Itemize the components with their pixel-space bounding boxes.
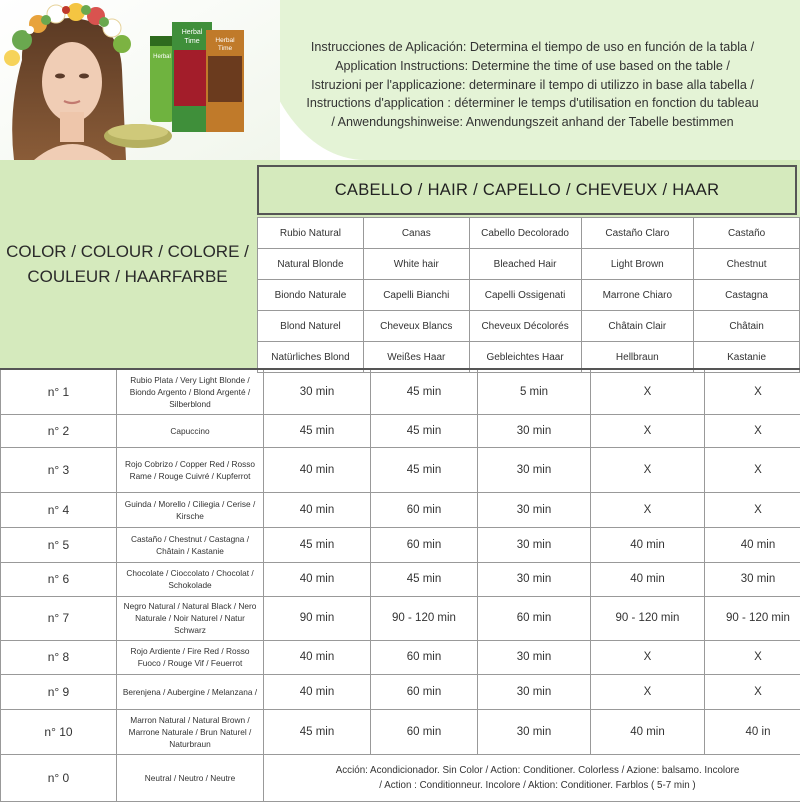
time-value: 30 min bbox=[478, 562, 591, 596]
neutral-action-line: Acción: Acondicionador. Sin Color / Action: Conditioner. Colorless / Azione: balsamo. Incolore bbox=[264, 763, 800, 778]
hair-type-cell: Castaño Claro bbox=[581, 218, 694, 249]
time-value: 30 min bbox=[705, 562, 800, 596]
time-value: 30 min bbox=[478, 709, 591, 754]
time-value: X bbox=[591, 674, 705, 709]
color-number: n° 0 bbox=[1, 754, 117, 801]
hair-type-cell: Blond Naturel bbox=[258, 311, 364, 342]
color-name: Guinda / Morello / Ciliegia / Cerise / Kirsche bbox=[117, 492, 264, 527]
time-value: X bbox=[591, 447, 705, 492]
color-number: n° 5 bbox=[1, 527, 117, 562]
hair-type-cell: Cheveux Blancs bbox=[363, 311, 469, 342]
time-value: X bbox=[705, 640, 800, 674]
product-photo bbox=[0, 0, 280, 160]
time-value: 40 min bbox=[591, 562, 705, 596]
time-value: 40 min bbox=[591, 709, 705, 754]
time-value: 40 in bbox=[705, 709, 800, 754]
instruction-line: Istruzioni per l'applicazione: determinare il tempo di utilizzo in base alla tabella / bbox=[270, 76, 795, 95]
hair-type-cell: Chestnut bbox=[694, 249, 800, 280]
time-value: 45 min bbox=[264, 527, 371, 562]
time-value: X bbox=[591, 369, 705, 414]
hair-type-names bbox=[257, 217, 800, 373]
table-row bbox=[1, 527, 800, 562]
hair-name-row bbox=[258, 249, 800, 280]
time-value: 40 min bbox=[705, 527, 800, 562]
color-name: Castaño / Chestnut / Castagna / Châtain / Kastanie bbox=[117, 527, 264, 562]
time-value: 30 min bbox=[478, 640, 591, 674]
time-value: 60 min bbox=[371, 709, 478, 754]
hair-name-row bbox=[258, 280, 800, 311]
color-name: Capuccino bbox=[117, 414, 264, 447]
table-row bbox=[1, 369, 800, 414]
time-value: 90 - 120 min bbox=[591, 596, 705, 640]
hair-type-cell: Bleached Hair bbox=[469, 249, 581, 280]
box-brand-line2: Time bbox=[184, 38, 199, 45]
instruction-line: Instructions d'application : déterminer le temps d'utilisation en fonction du tableau bbox=[270, 94, 795, 113]
time-value: 60 min bbox=[371, 674, 478, 709]
hair-type-cell: Biondo Naturale bbox=[258, 280, 364, 311]
time-value: X bbox=[591, 414, 705, 447]
time-value: 45 min bbox=[371, 414, 478, 447]
timing-table bbox=[0, 368, 800, 802]
color-number: n° 9 bbox=[1, 674, 117, 709]
time-value: X bbox=[705, 674, 800, 709]
time-value: 40 min bbox=[264, 492, 371, 527]
header-banner bbox=[0, 0, 800, 160]
hair-type-cell: Kastanie bbox=[694, 342, 800, 373]
instruction-line: Instrucciones de Aplicación: Determina el tiempo de uso en función de la tabla / bbox=[270, 38, 795, 57]
color-number: n° 3 bbox=[1, 447, 117, 492]
color-number: n° 10 bbox=[1, 709, 117, 754]
hair-type-cell: Hellbraun bbox=[581, 342, 694, 373]
color-column-header bbox=[0, 160, 255, 368]
color-number: n° 6 bbox=[1, 562, 117, 596]
hair-type-cell: Cabello Decolorado bbox=[469, 218, 581, 249]
neutral-action-line: / Action : Conditionneur. Incolore / Aktion: Conditioner. Farblos ( 5-7 min ) bbox=[264, 778, 800, 793]
time-value: 45 min bbox=[371, 369, 478, 414]
neutral-action bbox=[264, 754, 800, 801]
hair-type-cell: Natural Blonde bbox=[258, 249, 364, 280]
color-name: Rubio Plata / Very Light Blonde / Biondo Argento / Blond Argenté / Silberblond bbox=[117, 369, 264, 414]
hair-type-cell: Marrone Chiaro bbox=[581, 280, 694, 311]
color-name: Neutral / Neutro / Neutre bbox=[117, 754, 264, 801]
color-name: Berenjena / Aubergine / Melanzana / bbox=[117, 674, 264, 709]
hair-type-cell: Châtain bbox=[694, 311, 800, 342]
time-value: 40 min bbox=[264, 640, 371, 674]
color-name: Rojo Cobrizo / Copper Red / Rosso Rame / Rouge Cuivré / Kupferrot bbox=[117, 447, 264, 492]
time-value: 90 - 120 min bbox=[371, 596, 478, 640]
time-value: 40 min bbox=[264, 674, 371, 709]
time-value: 45 min bbox=[264, 709, 371, 754]
time-value: 30 min bbox=[478, 447, 591, 492]
time-value: 40 min bbox=[264, 447, 371, 492]
color-name: Chocolate / Cioccolato / Chocolat / Schokolade bbox=[117, 562, 264, 596]
time-value: 45 min bbox=[371, 447, 478, 492]
color-name: Rojo Ardiente / Fire Red / Rosso Fuoco / Rouge Vif / Feuerrot bbox=[117, 640, 264, 674]
time-value: X bbox=[705, 447, 800, 492]
time-value: 60 min bbox=[371, 492, 478, 527]
time-value: 30 min bbox=[478, 674, 591, 709]
time-value: X bbox=[705, 492, 800, 527]
hair-type-cell: Capelli Ossigenati bbox=[469, 280, 581, 311]
color-number: n° 7 bbox=[1, 596, 117, 640]
hair-type-cell: Châtain Clair bbox=[581, 311, 694, 342]
hair-type-cell: Natürliches Blond bbox=[258, 342, 364, 373]
time-value: 30 min bbox=[264, 369, 371, 414]
time-value: X bbox=[705, 369, 800, 414]
color-number: n° 4 bbox=[1, 492, 117, 527]
hair-name-row bbox=[258, 311, 800, 342]
hair-type-cell: Weißes Haar bbox=[363, 342, 469, 373]
time-value: 90 - 120 min bbox=[705, 596, 800, 640]
color-number: n° 8 bbox=[1, 640, 117, 674]
time-value: 45 min bbox=[264, 414, 371, 447]
tube-brand-label: Herbal bbox=[153, 54, 171, 60]
time-value: 30 min bbox=[478, 527, 591, 562]
color-label-line: COULEUR / HAARFARBE bbox=[6, 264, 249, 289]
table-row bbox=[1, 414, 800, 447]
time-value: 30 min bbox=[478, 492, 591, 527]
hair-type-cell: White hair bbox=[363, 249, 469, 280]
neutral-row bbox=[1, 754, 800, 801]
hair-type-cell: Castagna bbox=[694, 280, 800, 311]
hair-type-cell: Canas bbox=[363, 218, 469, 249]
color-label-line: COLOR / COLOUR / COLORE / bbox=[6, 239, 249, 264]
hair-type-cell: Rubio Natural bbox=[258, 218, 364, 249]
time-value: 60 min bbox=[371, 527, 478, 562]
hair-type-header: CABELLO / HAIR / CAPELLO / CHEVEUX / HAAR bbox=[257, 165, 797, 215]
table-row bbox=[1, 562, 800, 596]
time-value: X bbox=[591, 640, 705, 674]
time-value: X bbox=[705, 414, 800, 447]
time-value: 40 min bbox=[264, 562, 371, 596]
hair-type-cell: Castaño bbox=[694, 218, 800, 249]
instruction-line: Application Instructions: Determine the time of use based on the table / bbox=[270, 57, 795, 76]
time-value: 60 min bbox=[371, 640, 478, 674]
hair-type-cell: Light Brown bbox=[581, 249, 694, 280]
time-value: X bbox=[591, 492, 705, 527]
time-value: 40 min bbox=[591, 527, 705, 562]
time-value: 60 min bbox=[478, 596, 591, 640]
table-row bbox=[1, 447, 800, 492]
color-number: n° 2 bbox=[1, 414, 117, 447]
box2-brand-line1: Herbal bbox=[215, 37, 235, 44]
box2-brand-line2: Time bbox=[218, 45, 233, 52]
time-value: 45 min bbox=[371, 562, 478, 596]
table-row bbox=[1, 709, 800, 754]
hair-type-cell: Cheveux Décolorés bbox=[469, 311, 581, 342]
instruction-line: / Anwendungshinweise: Anwendungszeit anhand der Tabelle bestimmen bbox=[270, 113, 795, 132]
table-row bbox=[1, 596, 800, 640]
hair-type-cell: Gebleichtes Haar bbox=[469, 342, 581, 373]
time-value: 5 min bbox=[478, 369, 591, 414]
table-row bbox=[1, 492, 800, 527]
hair-type-cell: Capelli Bianchi bbox=[363, 280, 469, 311]
color-name: Negro Natural / Natural Black / Nero Naturale / Noir Naturel / Natur Schwarz bbox=[117, 596, 264, 640]
time-value: 90 min bbox=[264, 596, 371, 640]
table-row bbox=[1, 674, 800, 709]
color-number: n° 1 bbox=[1, 369, 117, 414]
time-value: 30 min bbox=[478, 414, 591, 447]
box-brand-line1: Herbal bbox=[182, 29, 203, 36]
hair-name-row bbox=[258, 218, 800, 249]
application-instructions bbox=[270, 38, 795, 132]
table-row bbox=[1, 640, 800, 674]
color-name: Marron Natural / Natural Brown / Marrone Naturale / Brun Naturel / Naturbraun bbox=[117, 709, 264, 754]
